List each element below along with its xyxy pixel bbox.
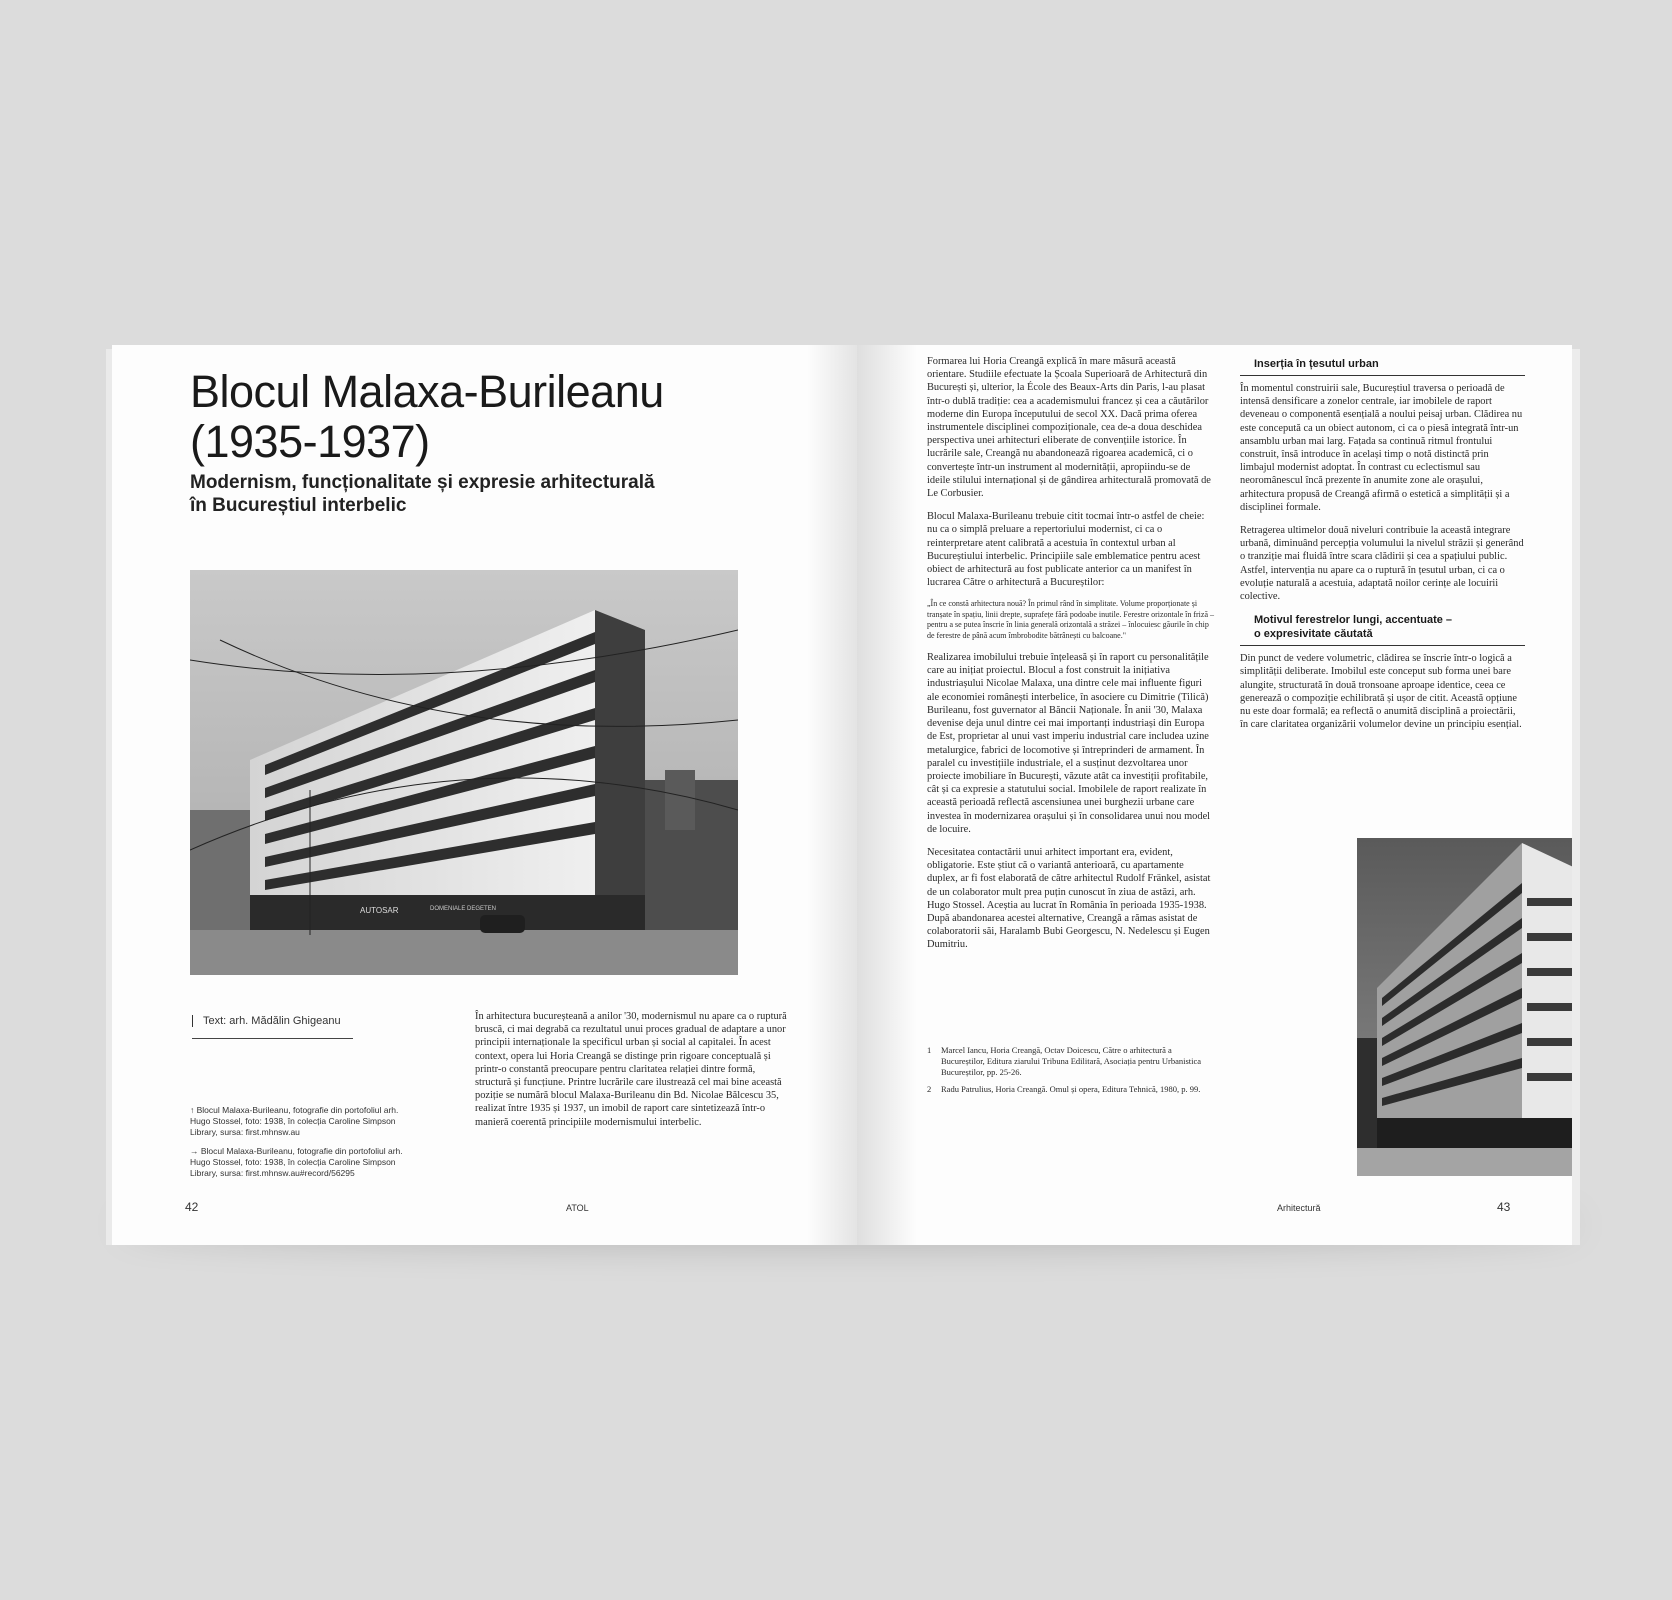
photo-captions (190, 1105, 410, 1187)
section-label: Arhitectură (1277, 1203, 1321, 1213)
footnote-1 (927, 1045, 1217, 1078)
author-credit: Text: arh. Mădălin Ghigeanu (192, 1015, 353, 1027)
credit-rule (192, 1038, 353, 1039)
manifesto-quote: „În ce constă arhitectura nouă? În primul rând în simplitate. Volume proporționate și tranșate în spațiu, linii drepte, suprafețe fără podoabe inutile. Ferestre orizontale în friză – pentru a se putea înscrie în linia generală orizontală a străzei – înlocuiesc găurile în chip de ferestre de până acum îmbrobodite bătrânești cu balcoane." (927, 599, 1214, 640)
magazine-name: ATOL (566, 1203, 589, 1213)
photo-sign-2: DOMENIALE DEGETEN (430, 906, 497, 912)
article-title (190, 367, 810, 467)
heading-windows-line-1: Motivul ferestrelor lungi, accentuate – (1254, 614, 1453, 627)
gutter-shadow-left (807, 345, 857, 1245)
right-column-2 (1240, 357, 1525, 741)
photo-sign-1: AUTOSAR (360, 906, 399, 915)
paragraph-urban-insertion: În momentul construirii sale, Bucureștiul traversa o perioadă de intensă densificare a zonelor centrale, iar imobilele de raport deveneau o componentă esențială a noului peisaj urban. Clădirea nu este concepută ca un obiect autonom, ci ca o piesă integrată într-un ansamblu urban mai larg. Fațada sa continuă ritmul frontului construit, însă introduce în același timp o notă distinctă prin limbajul modernist adoptat. În contrast cu eclectismul sau neoromânescul încă prezente în anumite zone ale orașului, arhitectura propusă de Creangă afirmă o estetică a simplității și a disciplinei formale. (1240, 383, 1523, 513)
building-photo-main (190, 570, 738, 975)
paragraph-formation: Formarea lui Horia Creangă explică în mare măsură această orientare. Studiile efectuate la Școala Superioară de Arhitectură din București și, ulterior, la École des Beaux-Arts din Paris, l-au plasat într-o dublă tradiție: cea a academismului francez și cea a căutărilor moderne din Europa începutului de secol XX. Dacă prima oferea instrumentele disciplinei compoziționale, cea de-a doua deschidea perspectiva unei arhitecturi eliberate de convențiile istorice. În lucrările sale, Creangă nu abandonează rigoarea academică, ci o convertește într-un instrument al modernității, apropiindu-se de ideile stilului internațional și de gândirea arhitecturală promovată de Le Corbusier. (927, 356, 1211, 500)
building-photo-corner (1357, 838, 1572, 1176)
subtitle-line-1: Modernism, funcționalitate și expresie arhitecturală (190, 472, 655, 493)
footnote-1-number: 1 (927, 1045, 932, 1055)
footnotes (927, 1045, 1217, 1101)
left-page (112, 345, 858, 1245)
magazine-spread (112, 345, 1572, 1245)
gutter-shadow-right (857, 345, 917, 1245)
subtitle-line-2: în Bucureștiul interbelic (190, 495, 407, 516)
paragraph-volumetry: Din punct de vedere volumetric, clădirea se înscrie într-o logică a simplității deliberate. Imobilul este conceput sub forma unei bare alungite, structurată în două tronsoane aproape identice, ceea ce generează o compoziție echilibrată și ușor de citit. Această opțiune nu este doar formală; ea reflectă o anumită disciplină a proiectării, în care claritatea organizării volumelor devine un principiu esențial. (1240, 653, 1522, 731)
title-line-2: (1935-1937) (190, 416, 430, 467)
caption-main-photo: ↑ Blocul Malaxa-Burileanu, fotografie din portofoliul arh. Hugo Stossel, foto: 1938, în colecția Caroline Simpson Library, sursa: first.mhnsw.au (190, 1105, 399, 1137)
heading-windows-line-2: o expresivitate căutată (1254, 628, 1373, 641)
paragraph-patrons: Realizarea imobilului trebuie înțeleasă și în raport cu personalitățile care au inițiat proiectul. Blocul a fost construit la inițiativa industriașului Nicolae Malaxa, una dintre cele mai influente figuri ale economiei românești interbelice, în asociere cu Dimitrie (Tilică) Burileanu, fost guvernator al Băncii Naționale. În anii '30, Malaxa devenise deja unul dintre cei mai importanți industriași din Europa de Est, proprietar al unui vast imperiu industrial care includea uzine metalurgice, fabrici de locomotive și întreprinderi de armament. În paralel cu investițiile industriale, el a susținut dezvoltarea unor proiecte imobiliare în București, văzute atât ca investiții profitabile, cât și ca expresie a statutului social. Imobilele de raport realizate în această perioadă reflectă ascensiunea unei burghezii urbane care investea în modernizarea orașului și în consolidarea unui nou model de locuire. (927, 652, 1211, 835)
section-heading-urban: Inserția în țesutul urban (1240, 357, 1525, 376)
page-number-right: 43 (1497, 1200, 1511, 1214)
right-column-1 (927, 355, 1214, 962)
page-number-left: 42 (185, 1200, 199, 1214)
lead-paragraph: În arhitectura bucureșteană a anilor '30, modernismul nu apare ca o ruptură bruscă, ci mai degrabă ca rezultatul unui proces gradual de adaptare a unor principii internaționale la specificul urban și social al capitalei. În acest context, opera lui Horia Creangă se distinge prin rigoare conceptuală și printr-o constantă preocupare pentru claritatea relației dintre formă, structură și funcțiune. Printre lucrările care ilustrează cel mai bine această poziție se numără blocul Malaxa-Burileanu din Bd. Nicolae Bălcescu 35, realizat între 1935 și 1937, un imobil de raport care sintetizează într-o manieră coerentă principiile modernismului interbelic. (475, 1011, 787, 1128)
lead-paragraph-column (475, 1010, 793, 1139)
footnote-2-text: Radu Patrulius, Horia Creangă. Omul și opera, Editura Tehnică, 1980, p. 99. (941, 1084, 1201, 1094)
section-heading-windows (1240, 613, 1525, 646)
caption-side-photo: → Blocul Malaxa-Burileanu, fotografie din portofoliul arh. Hugo Stossel, foto: 1938, în colecția Caroline Simpson Library, sursa: first.mhnsw.au#record/56295 (190, 1146, 403, 1178)
footnote-2-number: 2 (927, 1084, 932, 1094)
paragraph-architects: Necesitatea contactării unui arhitect important era, evident, obligatorie. Este știut că o variantă anterioară, cu apartamente duplex, ar fi fost elaborată de către arhitectul Rudolf Fränkel, asistat de un colaborator mult prea puțin cunoscut în ziua de astăzi, arh. Hugo Stossel. Aceștia au lucrat în România în perioada 1935-1938. După abandonarea acestei alternative, Creangă a rămas asistat de colaboratorii săi, Haralamb Bubi Georgescu, N. Nedelescu și Eugen Dumitriu. (927, 846, 1211, 951)
footnote-1-text: Marcel Iancu, Horia Creangă, Octav Doicescu, Către o arhitectură a Bucureștilor, Editura ziarului Tribuna Edilitară, Asociația pentru Urbanistica Bucureștilor, pp. 25-26. (941, 1045, 1202, 1077)
right-page (857, 345, 1572, 1245)
paragraph-reading: Blocul Malaxa-Burileanu trebuie citit tocmai într-o astfel de cheie: nu ca o simplă preluare a repertoriului modernist, ci ca o reinterpretare atent calibrată a acestuia în contextul urban al Bucureștiului interbelic. Principiile sale emblematice pentru acest obiect de arhitectură au fost publicate anterior ca un manifest în lucrarea Către o arhitectură a Bucureștilor: (927, 511, 1205, 589)
paragraph-setback: Retragerea ultimelor două niveluri contribuie la această integrare urbană, diminuând percepția volumului la nivelul străzii și generând o tranziție mai fluidă între scara clădirii și cea a spațiului public. Astfel, intervenția nu apare ca o ruptură în țesutul urban, ci ca o evoluție naturală a acestuia, adaptată noilor cerințe ale locuirii colective. (1240, 525, 1524, 603)
article-subtitle (190, 471, 810, 517)
footnote-2 (927, 1084, 1217, 1095)
title-line-1: Blocul Malaxa-Burileanu (190, 366, 664, 417)
